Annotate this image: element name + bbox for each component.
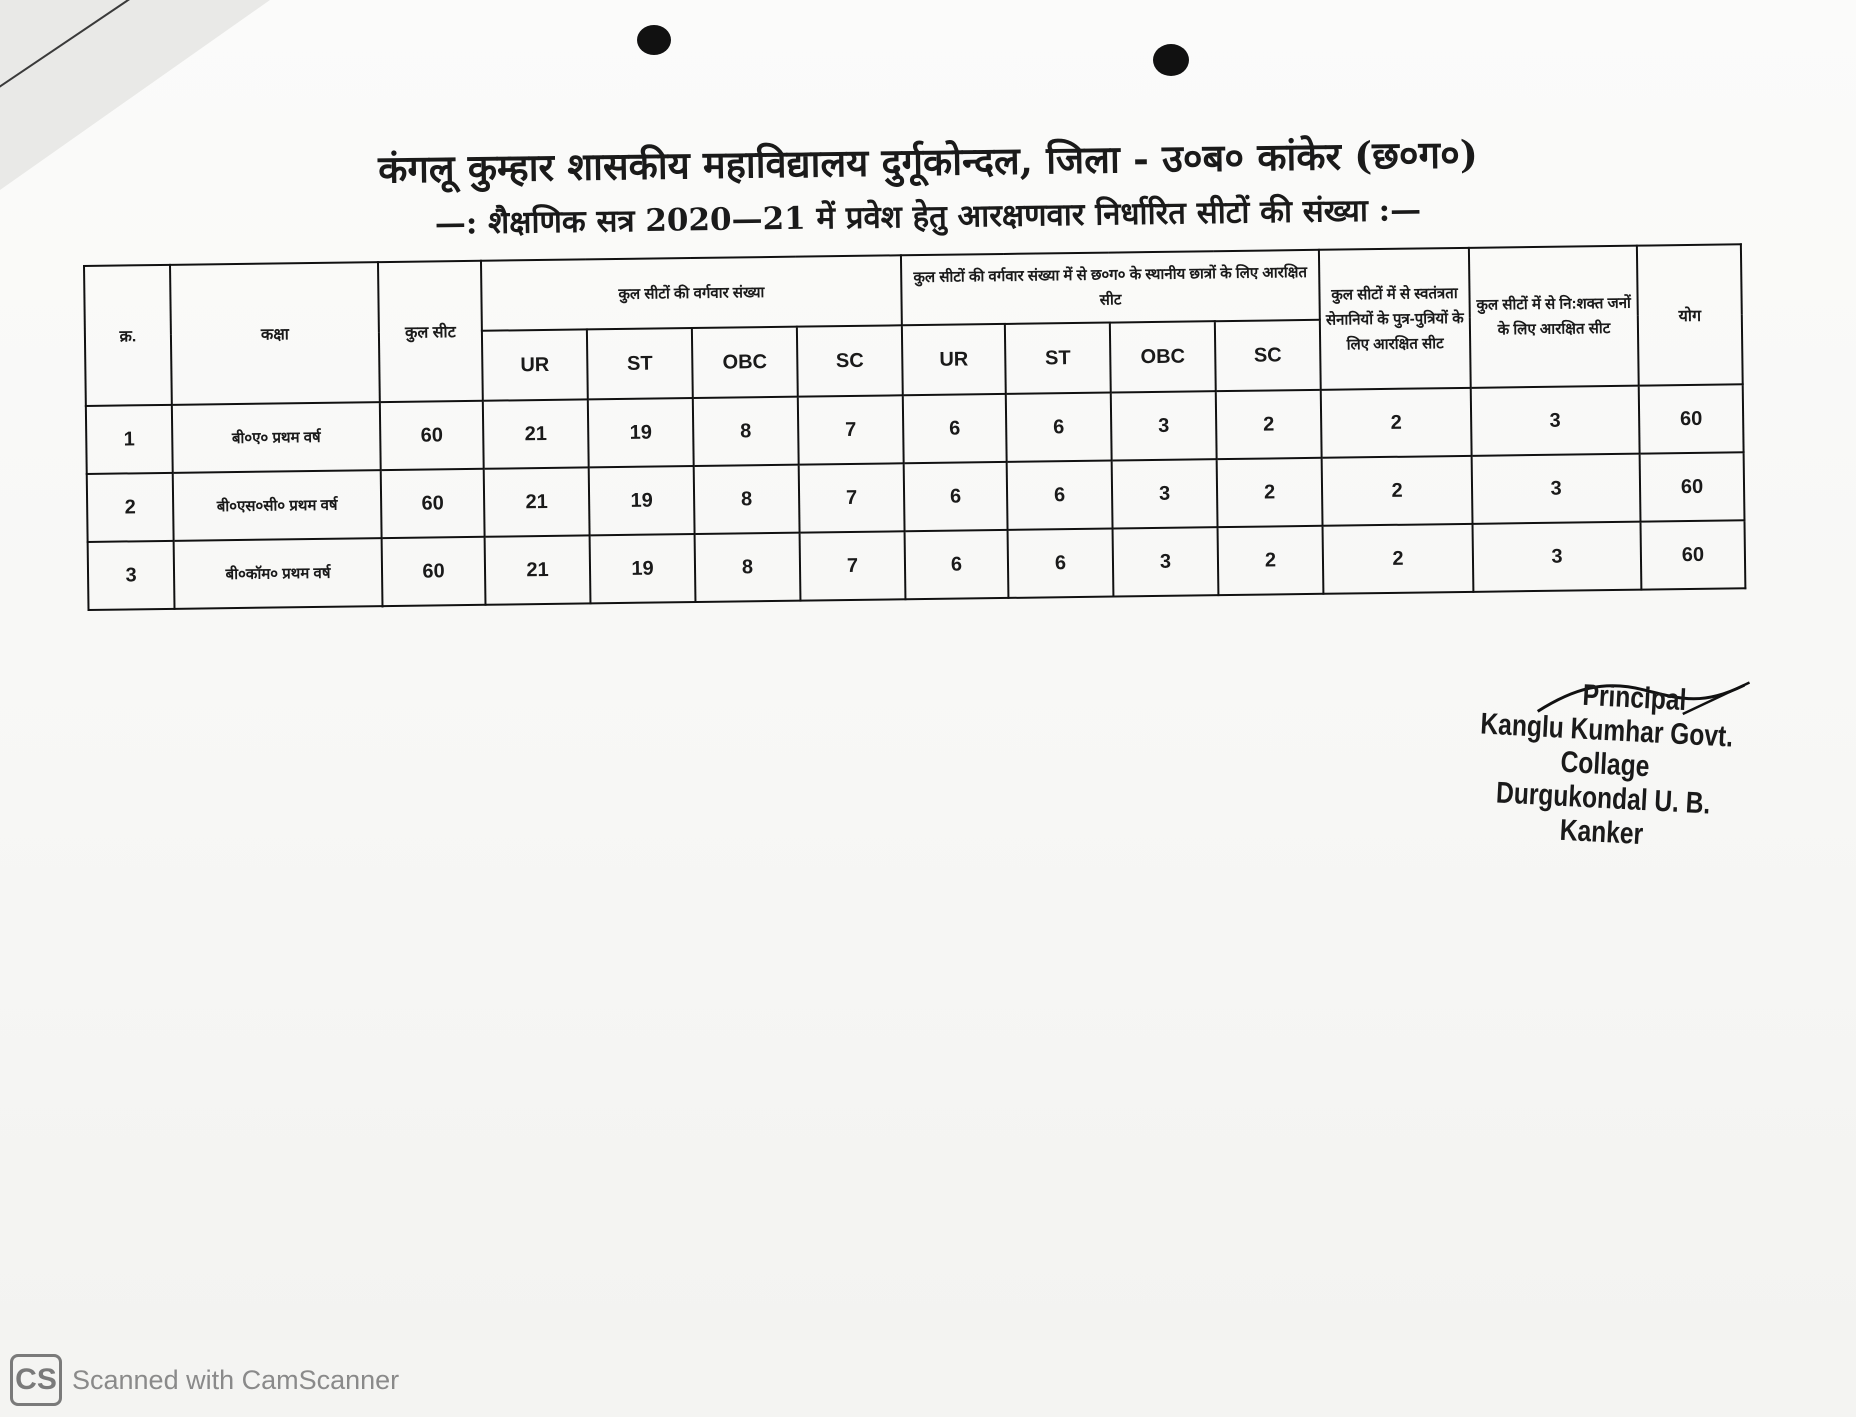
principal-stamp <box>1436 671 1774 858</box>
header-disabled: कुल सीटों में से नि:शक्त जनों के लिए आरक्षित सीट <box>1469 246 1639 388</box>
cell-class: बी०एस०सी० प्रथम वर्ष <box>173 470 382 541</box>
header-local-sc: SC <box>1215 320 1321 391</box>
stamp-line-principal: Principal <box>1581 678 1688 718</box>
cell-sum: 60 <box>1640 452 1745 521</box>
seat-reservation-table <box>83 243 1746 611</box>
cell-local-ur: 6 <box>903 394 1007 463</box>
header-obc: OBC <box>692 327 798 398</box>
cell-freedom: 2 <box>1323 524 1474 594</box>
header-ur: UR <box>482 329 588 400</box>
cell-serial: 2 <box>87 473 174 542</box>
cell-sum: 60 <box>1639 384 1744 453</box>
header-total-seats: कुल सीट <box>378 261 483 402</box>
header-sc: SC <box>797 325 903 396</box>
table-header-row-1 <box>84 244 1742 336</box>
cell-st: 19 <box>588 398 694 467</box>
cell-ur: 21 <box>484 467 590 536</box>
header-local-obc: OBC <box>1110 321 1216 392</box>
cell-sc: 7 <box>798 395 904 464</box>
cell-st: 19 <box>589 466 695 535</box>
header-class: कक्षा <box>170 262 380 405</box>
header-st: ST <box>587 328 693 399</box>
header-serial: क्र. <box>84 265 172 406</box>
cell-st: 19 <box>590 534 696 603</box>
college-title: कंगलू कुम्हार शासकीय महाविद्यालय दुर्गूकोन्दल, जिला - उ०ब० कांकेर (छ०ग०) <box>377 131 1479 192</box>
cell-total-seats: 60 <box>382 537 486 606</box>
cell-local-sc: 2 <box>1216 390 1322 459</box>
header-total: योग <box>1637 244 1743 385</box>
header-local-group: कुल सीटों की वर्गवार संख्या में से छ०ग० के स्थानीय छात्रों के लिए आरक्षित सीट <box>901 250 1320 325</box>
cell-local-st: 6 <box>1008 529 1114 598</box>
camscanner-logo-icon: CS <box>10 1354 62 1406</box>
header-local-st: ST <box>1005 323 1111 394</box>
cell-local-sc: 2 <box>1218 526 1324 595</box>
stamp-line-college: Kanglu Kumhar Govt. Collage <box>1479 707 1734 784</box>
cell-freedom: 2 <box>1321 388 1472 458</box>
cell-local-sc: 2 <box>1217 458 1323 527</box>
camscanner-watermark <box>10 1352 399 1408</box>
cell-ur: 21 <box>485 535 591 604</box>
cell-disabled: 3 <box>1472 454 1641 524</box>
cell-local-obc: 3 <box>1112 459 1218 528</box>
cell-local-obc: 3 <box>1111 391 1217 460</box>
document-subtitle: —: शैक्षणिक सत्र 2020—21 में प्रवेश हेतु आरक्षणवार निर्धारित सीटों की संख्या :— <box>434 192 1422 242</box>
cell-freedom: 2 <box>1322 456 1473 526</box>
cell-disabled: 3 <box>1471 386 1640 456</box>
cell-serial: 3 <box>88 541 175 610</box>
cell-total-seats: 60 <box>381 469 485 538</box>
cell-sc: 7 <box>800 531 906 600</box>
cell-obc: 8 <box>694 465 800 534</box>
punch-hole-right <box>1153 44 1189 76</box>
cell-local-st: 6 <box>1006 393 1112 462</box>
header-local-ur: UR <box>902 324 1006 395</box>
header-freedom-fighters: कुल सीटों में से स्वतंत्रता सेनानियों के पुत्र-पुत्रियों के लिए आरक्षित सीट <box>1319 248 1471 390</box>
cell-local-ur: 6 <box>905 530 1009 599</box>
cell-obc: 8 <box>695 533 801 602</box>
cell-sum: 60 <box>1640 520 1745 589</box>
watermark-text: Scanned with CamScanner <box>72 1364 400 1395</box>
cell-sc: 7 <box>799 463 905 532</box>
cell-class: बी०कॉम० प्रथम वर्ष <box>174 538 383 609</box>
cell-class: बी०ए० प्रथम वर्ष <box>172 402 381 473</box>
cell-obc: 8 <box>693 397 799 466</box>
cell-ur: 21 <box>483 399 589 468</box>
punch-hole-left <box>637 25 671 55</box>
cell-disabled: 3 <box>1473 522 1642 592</box>
header-category-group: कुल सीटों की वर्गवार संख्या <box>481 255 902 330</box>
cell-local-st: 6 <box>1007 461 1113 530</box>
cell-total-seats: 60 <box>380 401 484 470</box>
stamp-line-location: Durgukondal U. B. Kanker <box>1495 776 1712 852</box>
cell-local-ur: 6 <box>904 462 1008 531</box>
cell-local-obc: 3 <box>1113 527 1219 596</box>
cell-serial: 1 <box>86 405 173 474</box>
